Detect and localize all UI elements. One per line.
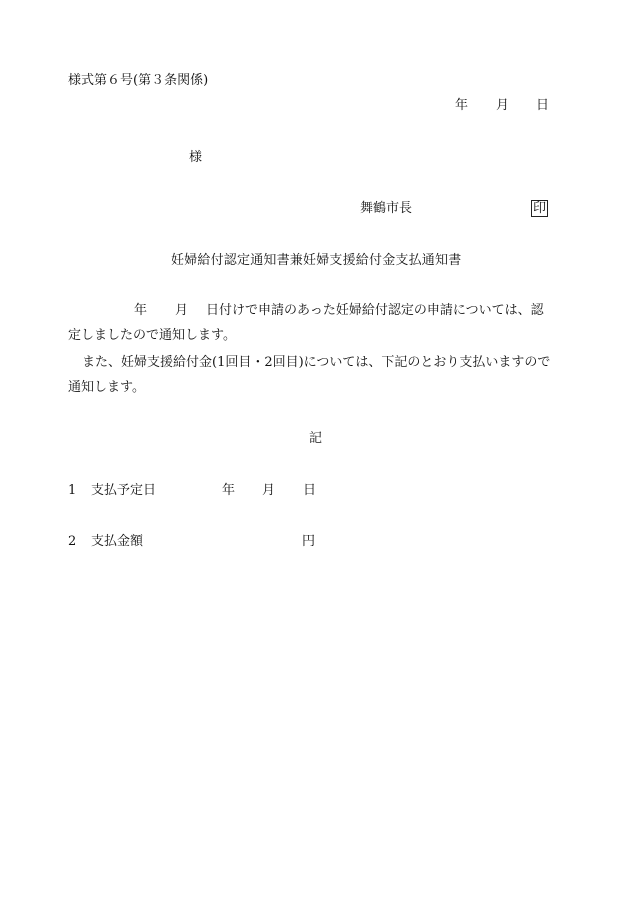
- issuer-name: 舞鶴市長: [360, 201, 413, 216]
- item-2-label: 支払金額: [91, 534, 144, 549]
- paragraph-1-line-1: 日付けで申請のあった妊婦給付認定の申請については、認: [206, 303, 544, 318]
- issue-date-month-label: 月: [496, 98, 510, 113]
- application-date-year-label: 年: [134, 303, 148, 318]
- addressee-suffix: 様: [189, 150, 203, 165]
- item-1-year-label: 年: [222, 483, 236, 498]
- seal-mark: 印: [533, 201, 547, 216]
- item-1-number: 1: [68, 483, 77, 498]
- application-date-month-label: 月: [175, 303, 189, 318]
- item-1-month-label: 月: [262, 483, 276, 498]
- issue-date-day-label: 日: [536, 98, 550, 113]
- ki-heading: 記: [309, 431, 323, 446]
- item-1-label: 支払予定日: [91, 483, 157, 498]
- item-2-unit: 円: [302, 534, 316, 549]
- form-number: 様式第６号(第３条関係): [68, 73, 209, 88]
- paragraph-2-line-1: また、妊婦支援給付金(1回目・2回目)については、下記のとおり支払いますので: [82, 355, 551, 370]
- paragraph-1-line-2: 定しましたので通知します。: [68, 328, 236, 343]
- paragraph-2-line-2: 通知します。: [68, 380, 145, 395]
- item-2-number: 2: [68, 534, 77, 549]
- issue-date-year-label: 年: [455, 98, 469, 113]
- item-1-day-label: 日: [303, 483, 317, 498]
- document-title: 妊婦給付認定通知書兼妊婦支援給付金支払通知書: [171, 253, 462, 268]
